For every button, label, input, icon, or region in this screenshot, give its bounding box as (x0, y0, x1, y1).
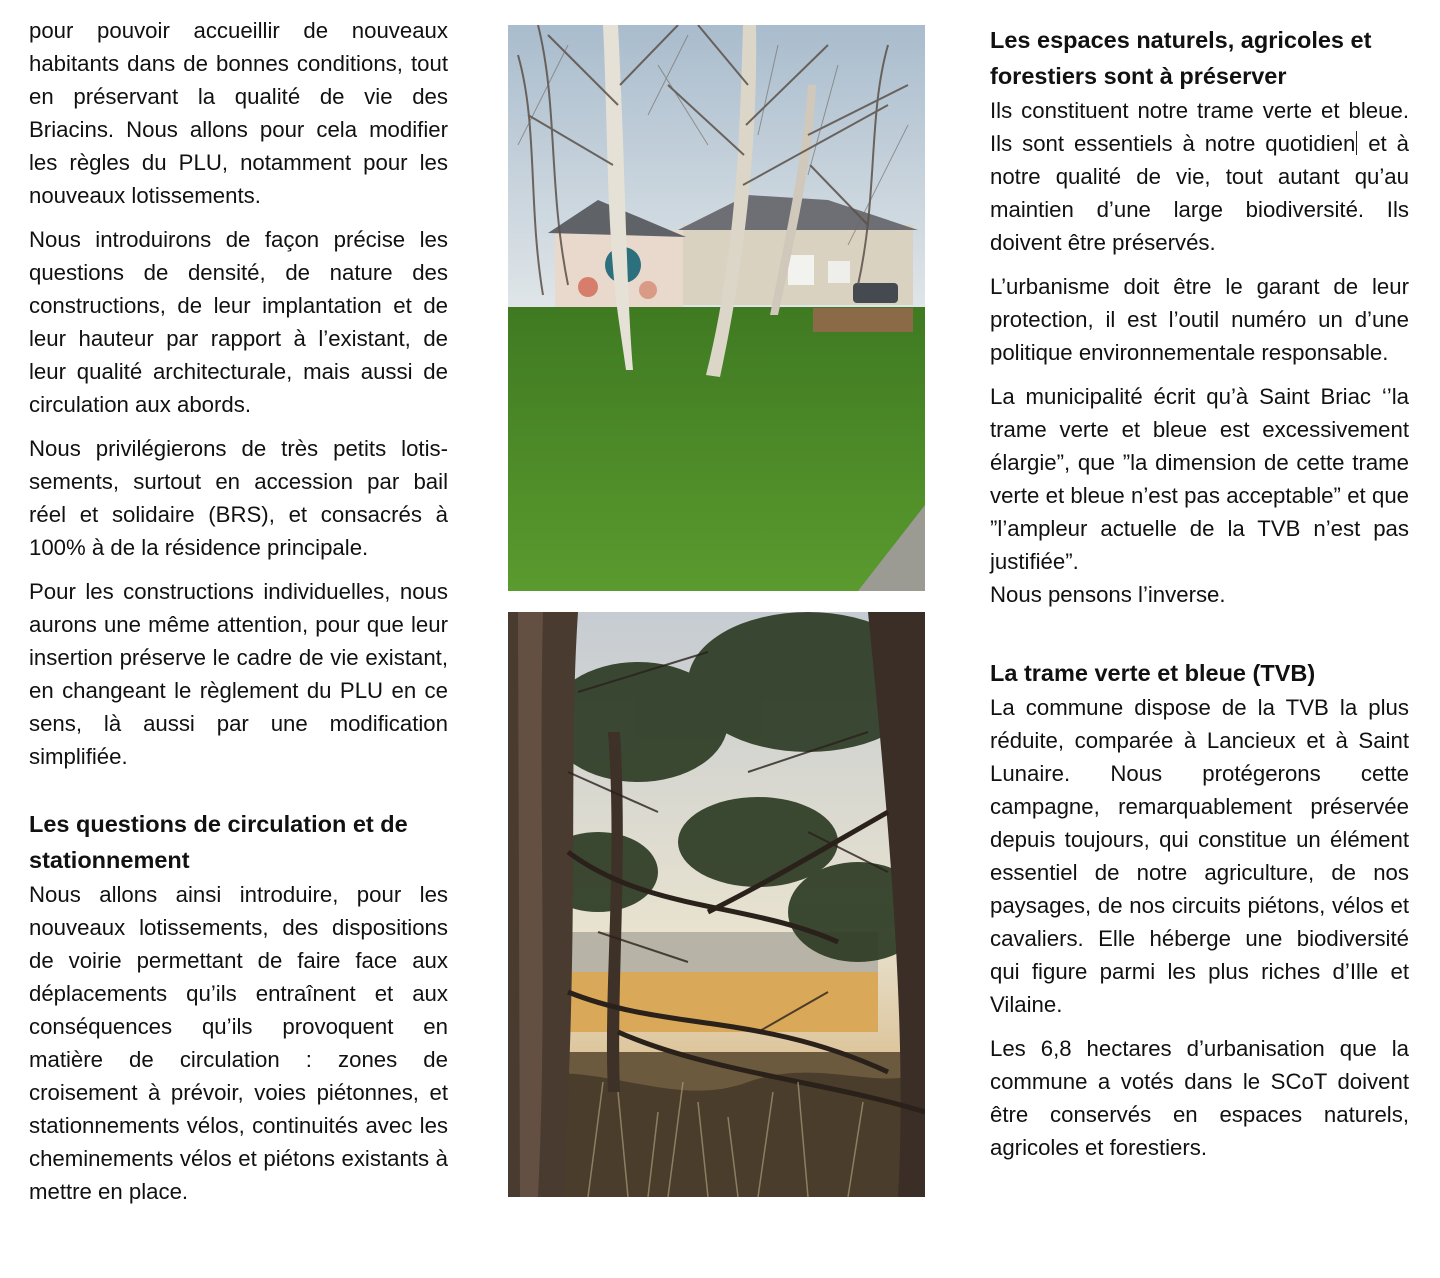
photo-birch-trees-park (508, 25, 925, 591)
left-paragraph-4: Pour les constructions individuelles, nous aurons une même attention, pour que leur insertion préserve le cadre de vie existant, en changeant le règlement du PLU en ce sens, là aussi par une modification simplifiée. (29, 579, 448, 769)
right-paragraph-2: L’urbanisme doit être le garant de leur protection, il est l’outil numéro un d’une politique environnementale responsable. (990, 274, 1409, 365)
section-heading-espaces-naturels: Les espaces naturels, agricoles et forestiers sont à préserver (990, 27, 1372, 89)
left-paragraph-2: Nous introduirons de façon précise les questions de densité, de nature des constructions, de leur implantation et de leur hauteur par rapport à l’existant, de leur qualité architecturale, mais aussi de circulation aux abords. (29, 227, 448, 417)
pine-coast-illustration (508, 612, 925, 1197)
left-column (29, 14, 448, 1219)
left-paragraph-5: Nous allons ainsi introduire, pour les nouveaux lotissements, des dispositions de voirie permettant de faire face aux déplacements qu’ils entraînent et aux conséquences qu’ils provoquent en matière de circulation : zones de croisement à prévoir, voies piétonnes, et stationnements vélos, continuités avec les cheminements vélos et piétons existants à mettre en place. (29, 882, 448, 1204)
left-paragraph-1: pour pouvoir accueillir de nouveaux habitants dans de bonnes conditions, tout en préservant la qualité de vie des Briacins. Nous allons pour cela modifier les règles du PLU, notamment pour les nouveaux lotissements. (29, 18, 448, 208)
right-paragraph-3: La municipalité écrit qu’à Saint Briac ‘’la trame verte et bleue est excessivement élargie”, que ”la dimension de cette trame verte et bleue n’est pas acceptable” et que ”l’ampleur actuelle de la TVB n’est pas justifiée”. (990, 384, 1409, 574)
right-paragraph-5: Les 6,8 hectares d’urbanisation que la commune a votés dans le SCoT doivent être conservés en espaces naturels, agricoles et forestiers. (990, 1036, 1409, 1160)
right-paragraph-1-part-b: et à notre qualité de vie, tout autant qu’au maintien d’une large biodiversité. Ils doivent être préservés. (990, 131, 1409, 255)
right-paragraph-1-part-a: Ils constituent notre trame verte et bleue. Ils sont essentiels à notre quotidien (990, 98, 1409, 156)
section-spacer (29, 773, 448, 806)
left-paragraph-3: Nous privilégierons de très petits lotissements, surtout en accession par bail réel et solidaire (BRS), et consacrés à 100% à de la résidence principale. (29, 436, 448, 560)
birch-park-illustration (508, 25, 925, 591)
right-column (990, 22, 1409, 1175)
section-heading-tvb: La trame verte et bleue (TVB) (990, 660, 1316, 686)
right-paragraph-4: La commune dispose de la TVB la plus réduite, comparée à Lancieux et à Saint Lunaire. Nous protégerons cette campagne, remarquablement préservée depuis toujours, qui constitue un élément essentiel de notre agriculture, de nos paysages, de nos circuits piétons, vélos et cavaliers. Elle héberge une biodiversité qui figure parmi les plus riches d’Ille et Vilaine. (990, 695, 1409, 1017)
section-heading-circulation: Les questions de circulation et de stationnement (29, 811, 408, 873)
right-paragraph-1 (990, 94, 1409, 259)
right-paragraph-3-end: Nous pensons l’inverse. (990, 582, 1226, 607)
section-spacer (990, 622, 1409, 655)
photo-pine-trees-coast (508, 612, 925, 1197)
